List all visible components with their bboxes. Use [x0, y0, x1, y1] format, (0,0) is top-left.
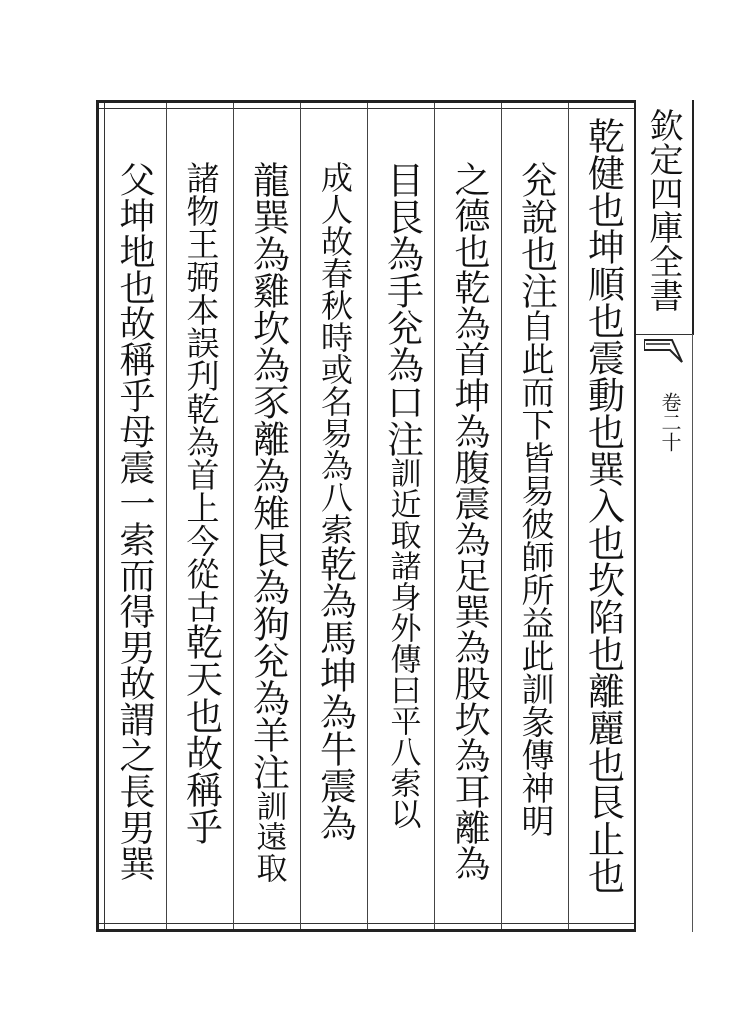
column-rule [166, 103, 167, 929]
column-rule [568, 103, 569, 929]
text-column-6 [236, 161, 300, 929]
main-text: 乾天也故稱乎 [179, 623, 223, 845]
annotation-text: 成人故春秋時或名易為八索 [316, 161, 354, 545]
column-rule [233, 103, 234, 929]
column-rule [501, 103, 502, 929]
volume-number: 卷二十 [658, 392, 682, 452]
main-text: 乾為馬坤為牛震為 [313, 545, 357, 841]
annotation-text: 諸物王弼本誤刋乾為首上今從古 [181, 161, 221, 623]
text-frame [96, 100, 636, 932]
main-text: 乾健也坤順也震動也巽入也坎陷也離麗也艮止也 [581, 117, 625, 894]
book-title: 欽定四庫全書 [643, 108, 683, 312]
column-rule [300, 103, 301, 929]
margin-rule [692, 334, 693, 932]
main-text: 目艮為手兊為口注 [380, 161, 424, 457]
column-rule [434, 103, 435, 929]
annotation-text: 訓近取諸身外傳曰平八索以 [384, 457, 421, 829]
main-text: 兊說也注 [514, 161, 558, 309]
text-column-3 [437, 161, 501, 929]
column-rule [367, 103, 368, 929]
main-text: 之德也乾為首坤為腹震為足巽為股坎為耳離為 [449, 161, 490, 881]
text-column-2 [504, 161, 568, 929]
text-column-8 [102, 161, 166, 929]
annotation-text: 訓遠取 [250, 790, 287, 883]
main-text: 父坤地也故稱乎母震一索而得男故謂之長男巽 [114, 161, 155, 881]
text-column-1 [571, 117, 635, 929]
fish-tail-mark-icon [644, 336, 684, 366]
annotation-text: 自此而下皆易彼師所益此訓彖傳神明 [516, 309, 556, 837]
main-text: 龍巽為雞坎為豕離為雉艮為狗兊為羊注 [246, 161, 290, 790]
text-column-4 [370, 161, 434, 929]
text-column-7 [169, 161, 233, 929]
page-margin-label [636, 100, 696, 932]
text-column-5 [303, 161, 367, 929]
